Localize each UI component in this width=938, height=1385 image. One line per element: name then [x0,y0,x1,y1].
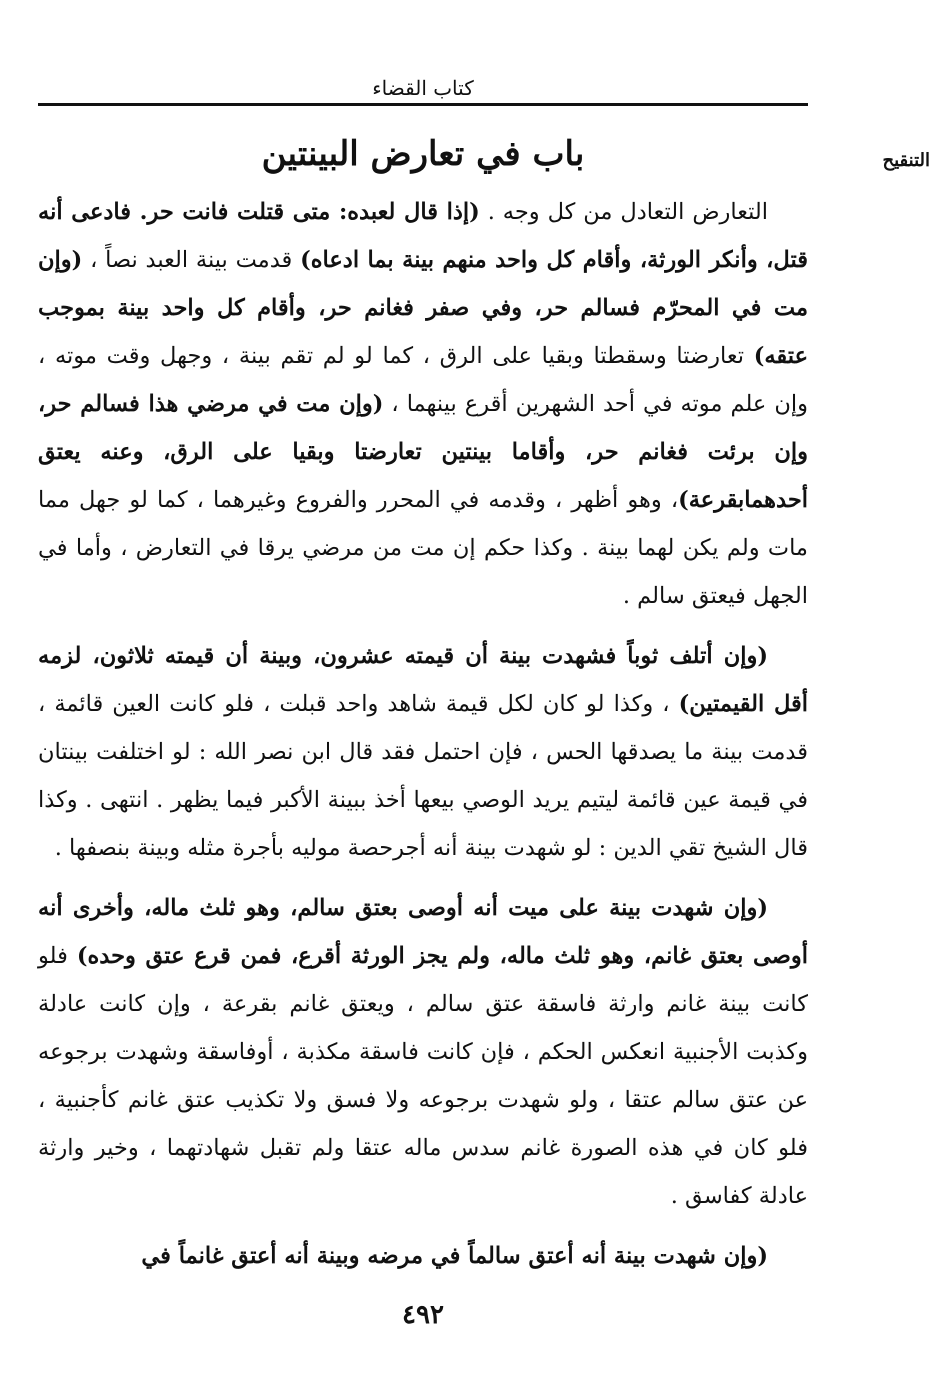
header-rule [38,103,808,106]
text-segment: تعارضتا وسقطتا وبقيا على الرق ، كما لو لم تقم بينة ، وجهل وقت موته ، وإن علم موته في أحد الشهرين أقرع بينهما ، [38,343,808,417]
chapter-title: باب في تعارض البينتين [261,134,585,174]
text-segment: فلو كانت بينة غانم وارثة فاسقة عتق سالم ، ويعتق غانم بقرعة ، وإن كانت عادلة وكذبت الأجنبية انعكس الحكم ، فإن كانت فاسقة مكذبة ، أوفاسقة وشهدت برجوعه عن عتق سالم عتقا ، ولو شهدت برجوعه ولا فسق ولا تكذيب عتق غانم كأجنبية ، فلو كان في هذه الصورة غانم سدس ماله عتقا ولم تقبل شهادتهما ، وخير وارثة عادلة كفاسق . [38,943,808,1209]
running-header: كتاب القضاء [372,76,474,100]
bold-text-segment: (إذا قال لعبده: متى قتلت فانت حر. فادعى أنه قتل، وأنكر الورثة، وأقام كل واحد منهم بينة بما ادعاه) [38,199,808,273]
body-text [38,188,808,1292]
text-segment: ، وهو أظهر ، وقدمه في المحرر والفروع وغيرهما ، كما لو جهل مما مات ولم يكن لهما بينة . وكذا حكم إن مت من مرضي يرقا في التعارض ، وأما في الجهل فيعتق سالم . [38,487,808,609]
paragraph [38,632,808,872]
bold-text-segment: (وإن شهدت بينة على ميت أنه أوصى بعتق سالم، وهو ثلث ماله، وأخرى أنه أوصى بعتق غانم، وهو ثلث ماله، ولم يجز الورثة أقرع، فمن قرع عتق وحده) [38,895,808,969]
paragraph [38,884,808,1220]
paragraph [38,1232,808,1280]
text-segment: التعارض التعادل من كل وجه . [479,199,768,225]
paragraph [38,188,808,620]
page-number: ٤٩٢ [402,1300,444,1330]
bold-text-segment: (وإن شهدت بينة أنه أعتق سالماً في مرضه وبينة أنه أعتق غانماً في [141,1243,768,1269]
text-segment: ، وكذا لو كان لكل قيمة شاهد واحد قبلت ، فلو كانت العين قائمة ، قدمت بينة ما يصدقها الحس ، فإن احتمل فقد قال ابن نصر الله : لو اختلفت بينتان في قيمة عين قائمة ليتيم يريد الوصي بيعها أخذ ببينة الأكبر فيما يظهر . انتهى . وكذا قال الشيخ تقي الدين : لو شهدت بينة أنه أجرحصة موليه بأجرة مثله وبينة بنصفها . [38,691,808,861]
text-segment: قدمت بينة العبد نصاً ، [82,247,301,273]
side-note: التنقيح [882,150,930,171]
bold-text-segment: (وإن مت في المحرّم فسالم حر، وفي صفر فغانم حر، وأقام كل واحد بينة بموجب عتقه) [38,247,808,369]
bold-text-segment: (وإن مت في مرضي هذا فسالم حر، وإن برئت فغانم حر، وأقاما بينتين تعارضتا وبقيا على الرق، وعنه يعتق أحدهمابقرعة) [38,391,808,513]
bold-text-segment: (وإن أتلف ثوباً فشهدت بينة أن قيمته عشرون، وبينة أن قيمته ثلاثون، لزمه أقل القيمتين) [38,643,808,717]
